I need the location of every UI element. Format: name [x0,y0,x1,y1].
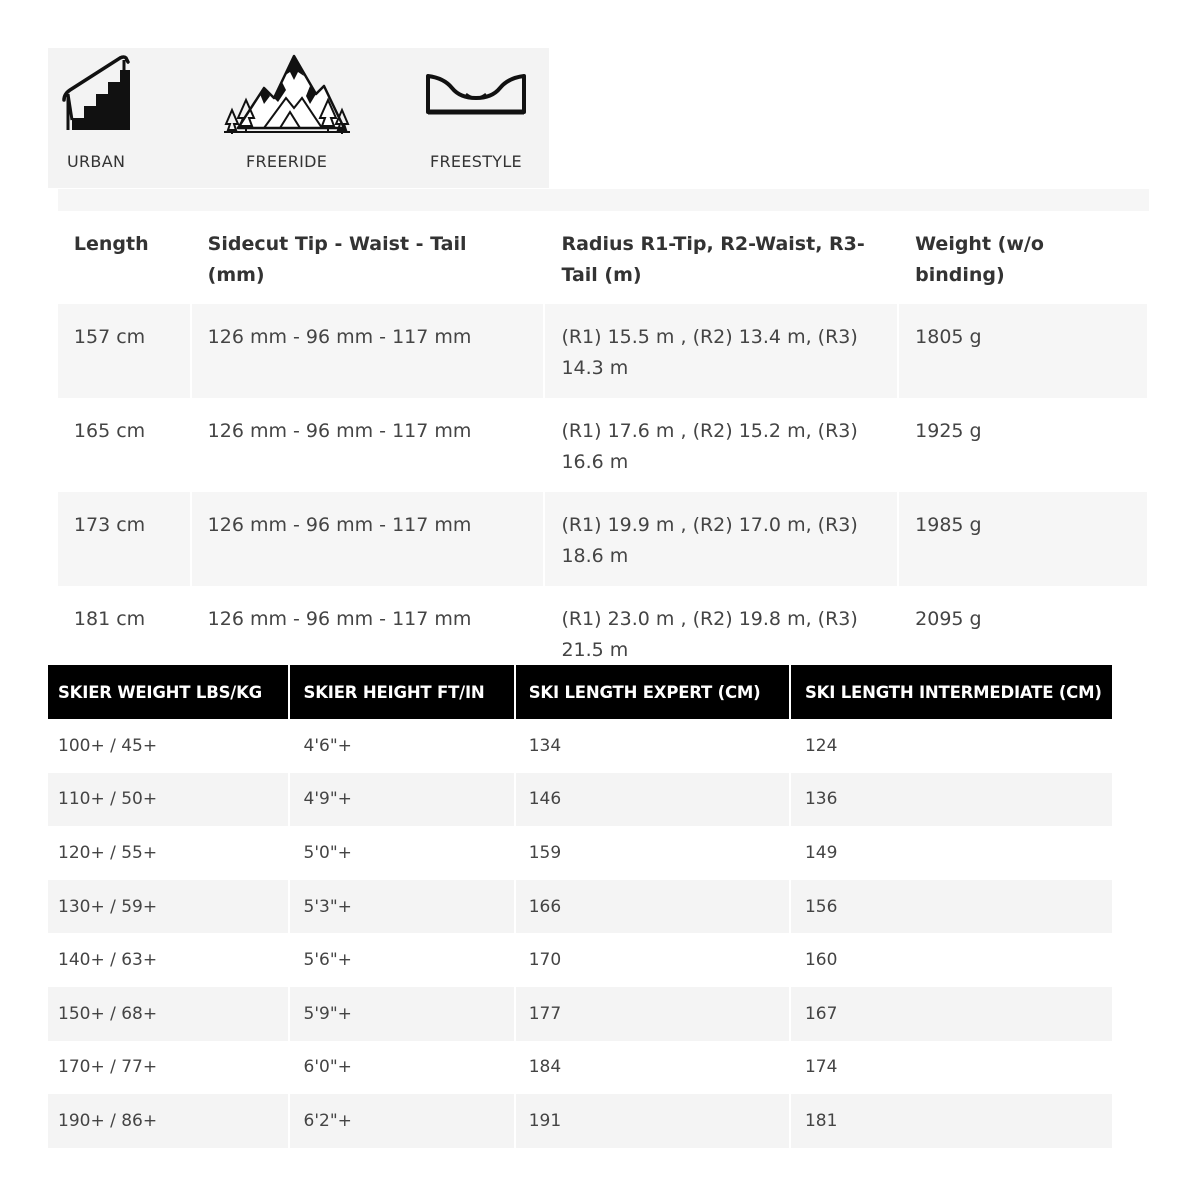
size-row [48,880,1112,934]
terrain-freeride [218,48,358,188]
size-intermediate-cell: 167 [791,987,1112,1041]
size-height-cell: 4'6"+ [290,719,516,773]
spec-sidecut-cell: 126 mm - 96 mm - 117 mm [192,492,546,586]
spec-header-radius: Radius R1-Tip, R2-Waist, R3-Tail (m) [545,211,899,304]
stairs-rail-icon [62,54,132,134]
spec-row [48,586,1149,666]
spec-radius-cell: (R1) 23.0 m , (R2) 19.8 m, (R3) 21.5 m [545,586,899,666]
terrain-label-urban: URBAN [67,152,126,171]
size-height-cell: 6'0"+ [290,1041,516,1095]
spec-radius-cell: (R1) 15.5 m , (R2) 13.4 m, (R3) 14.3 m [545,304,899,398]
halfpipe-icon [426,72,526,116]
spec-sidecut-cell: 126 mm - 96 mm - 117 mm [192,398,546,492]
ski-spec-table [48,189,1149,666]
size-row [48,773,1112,827]
size-header-intermediate: SKI LENGTH INTERMEDIATE (CM) [791,665,1112,719]
spec-row [48,492,1149,586]
size-header-height: SKIER HEIGHT FT/IN [290,665,516,719]
spec-header-sidecut: Sidecut Tip - Waist - Tail (mm) [192,211,546,304]
size-header-weight: SKIER WEIGHT LBS/KG [48,665,290,719]
size-expert-cell: 159 [516,826,791,880]
size-chart-header-row [48,665,1112,719]
size-header-expert: SKI LENGTH EXPERT (CM) [516,665,791,719]
size-intermediate-cell: 174 [804,1057,838,1078]
spec-weight-cell: 1985 g [899,492,1149,586]
spec-table-header-row [48,211,1149,304]
spec-weight-cell: 2095 g [899,586,1149,666]
spec-header-weight: Weight (w/o binding) [899,211,1149,304]
size-height-cell: 5'0"+ [290,826,516,880]
spec-radius-cell: (R1) 19.9 m , (R2) 17.0 m, (R3) 18.6 m [545,492,899,586]
size-weight-cell: 120+ / 55+ [48,826,290,880]
size-intermediate-cell: 156 [791,880,1112,934]
size-height-cell: 4'9"+ [290,773,516,827]
size-weight-cell: 110+ / 50+ [48,773,290,827]
size-row [48,1041,1112,1095]
spec-sidecut-cell: 126 mm - 96 mm - 117 mm [192,304,546,398]
size-row [48,719,1112,773]
ski-size-chart [48,665,1112,1148]
size-weight-cell: 140+ / 63+ [48,933,290,987]
spec-weight-cell: 1925 g [899,398,1149,492]
spec-length-cell: 165 cm [58,398,192,492]
size-intermediate-cell: 181 [791,1094,1112,1148]
size-height-cell: 5'6"+ [290,933,516,987]
size-expert-cell: 146 [516,773,791,827]
spec-sidecut-cell: 126 mm - 96 mm - 117 mm [192,586,546,666]
size-row [48,826,1112,880]
terrain-freestyle [418,48,548,188]
spec-header-length: Length [58,211,192,304]
size-weight-cell: 150+ / 68+ [48,987,290,1041]
terrain-strip [48,48,549,188]
spec-row [48,398,1149,492]
size-weight-cell: 130+ / 59+ [48,880,290,934]
size-intermediate-cell: 136 [791,773,1112,827]
size-intermediate-cell: 124 [804,735,838,756]
spec-length-cell: 173 cm [58,492,192,586]
size-expert-cell: 166 [516,880,791,934]
spec-table-top-band [48,189,1149,211]
terrain-urban [48,48,168,188]
spec-length-cell: 181 cm [58,586,192,666]
size-row [48,933,1112,987]
spec-row [48,304,1149,398]
size-expert-cell: 184 [516,1041,791,1095]
terrain-label-freeride: FREERIDE [246,152,328,171]
mountain-trees-icon [224,52,350,134]
size-expert-cell: 134 [516,719,791,773]
size-height-cell: 5'3"+ [290,880,516,934]
size-intermediate-cell: 149 [804,842,838,863]
size-expert-cell: 191 [516,1094,791,1148]
size-row [48,987,1112,1041]
size-expert-cell: 170 [516,933,791,987]
spec-weight-cell: 1805 g [899,304,1149,398]
size-row [48,1094,1112,1148]
size-height-cell: 6'2"+ [290,1094,516,1148]
size-weight-cell: 190+ / 86+ [48,1094,290,1148]
size-weight-cell: 170+ / 77+ [48,1041,290,1095]
size-weight-cell: 100+ / 45+ [48,719,290,773]
spec-length-cell: 157 cm [58,304,192,398]
size-intermediate-cell: 160 [804,950,838,971]
size-height-cell: 5'9"+ [290,987,516,1041]
size-expert-cell: 177 [516,987,791,1041]
spec-radius-cell: (R1) 17.6 m , (R2) 15.2 m, (R3) 16.6 m [545,398,899,492]
terrain-label-freestyle: FREESTYLE [430,152,522,171]
